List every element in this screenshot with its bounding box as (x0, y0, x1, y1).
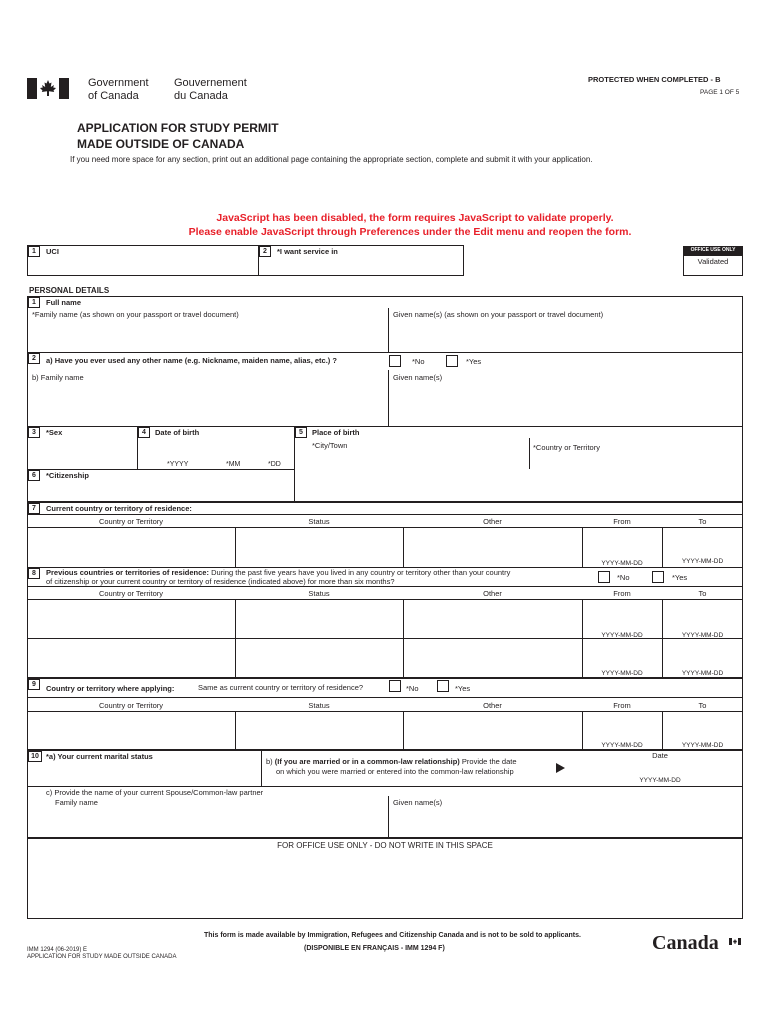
marriage-date-bold: (If you are married or in a common-law relationship) (274, 757, 460, 766)
q7-col-to: To (698, 517, 707, 526)
spouse-given-name-label: Given name(s) (393, 798, 443, 807)
q8-row1-other-input[interactable] (404, 600, 581, 637)
marriage-date-line2: on which you were married or entered into the common-law relationship (276, 767, 514, 776)
given-name-label: Given name(s) (as shown on your passport or travel document) (393, 310, 604, 319)
pd-q2-number: 2 (28, 353, 40, 364)
pd-q3-number: 3 (28, 427, 40, 438)
same-as-no-label: *No (406, 684, 419, 693)
same-as-yes-checkbox[interactable] (437, 680, 449, 692)
other-family-name-label: b) Family name (32, 373, 84, 382)
marriage-date-label: Date (652, 751, 668, 760)
q9-col-from: From (613, 701, 631, 710)
marital-status-label: *a) Your current marital status (46, 752, 153, 761)
dob-day-label: *DD (268, 461, 281, 468)
given-name-input[interactable] (390, 320, 742, 352)
q9-col-to: To (698, 701, 707, 710)
q2-number: 2 (259, 246, 271, 257)
citizenship-select[interactable] (28, 482, 293, 501)
family-name-input[interactable] (28, 320, 388, 352)
page-number: PAGE 1 OF 5 (700, 89, 740, 96)
footer-form-title: APPLICATION FOR STUDY MADE OUTSIDE CANADA (27, 954, 177, 960)
pd-q1-number: 1 (28, 297, 40, 308)
q8-row1-to-format: YYYY-MM-DD (681, 632, 724, 639)
q8-row2-country-input[interactable] (28, 639, 234, 677)
q8-row1-country-input[interactable] (28, 600, 234, 637)
other-name-no-label: *No (412, 357, 425, 366)
q8-col-country: Country or Territory (98, 589, 164, 598)
q8-row2-from-format: YYYY-MM-DD (601, 670, 643, 677)
spouse-family-name-label: Family name (55, 798, 98, 807)
gov-fr-line2: du Canada (174, 90, 228, 102)
dob-label: Date of birth (155, 428, 200, 437)
other-name-no-checkbox[interactable] (389, 355, 401, 367)
pob-label: Place of birth (312, 428, 360, 437)
q8-row2-to-format: YYYY-MM-DD (681, 670, 724, 677)
current-residence-label: Current country or territory of residence: (46, 504, 192, 513)
service-label: *I want service in (277, 247, 338, 256)
marriage-date-rest: Provide the date (459, 757, 517, 766)
form-title-line2: MADE OUTSIDE OF CANADA (77, 137, 245, 151)
q9-col-country: Country or Territory (98, 701, 164, 710)
validated-label: Validated (697, 257, 729, 266)
office-use-label: OFFICE USE ONLY (690, 247, 736, 253)
dob-month-label: *MM (226, 461, 241, 468)
french-version-note: (DISPONIBLE EN FRANÇAIS - IMM 1294 F) (304, 945, 445, 952)
prev-residence-line2: of citizenship or your current country or territory of residence (indicated above) for more than six months? (46, 577, 395, 586)
instruction-text: If you need more space for any section, print out an additional page containing the appropriate section, complete and submit it with your application. (70, 155, 593, 164)
gov-fr-line1: Gouvernement (174, 77, 247, 89)
other-given-name-input[interactable] (390, 384, 742, 426)
spouse-family-name-input[interactable] (28, 808, 388, 837)
marriage-date-format: YYYY-MM-DD (639, 777, 681, 784)
q8-row1-from-format: YYYY-MM-DD (601, 632, 643, 639)
same-as-no-checkbox[interactable] (389, 680, 401, 692)
gov-en-line2: of Canada (88, 90, 139, 102)
prev-residence-question (46, 568, 510, 577)
pob-city-input[interactable] (296, 451, 528, 468)
q7-to-date-input[interactable] (663, 528, 742, 559)
uci-field[interactable] (27, 245, 259, 276)
q9-col-status: Status (308, 701, 330, 710)
not-for-sale-note: This form is made available by Immigration, Refugees and Citizenship Canada and is not to be sold to applicants. (204, 932, 581, 939)
office-use-area (27, 838, 743, 919)
other-given-name-label: Given name(s) (393, 373, 443, 382)
gov-en-line1: Government (88, 77, 149, 89)
personal-details-heading: PERSONAL DETAILS (29, 286, 110, 295)
other-family-name-input[interactable] (28, 384, 388, 426)
dob-year-label: *YYYY (167, 461, 189, 468)
q9-number: 9 (28, 679, 40, 690)
q7-from-format: YYYY-MM-DD (601, 560, 643, 567)
q1-number: 1 (28, 246, 40, 257)
marriage-date-question (266, 757, 517, 766)
applying-country-label: Country or territory where applying: (46, 684, 175, 693)
other-name-question: a) Have you ever used any other name (e.g. Nickname, maiden name, alias, etc.) ? (46, 356, 337, 365)
canada-wordmark: Canada (652, 932, 719, 954)
sex-select[interactable] (28, 440, 136, 468)
spouse-name-instruction: c) Provide the name of your current Spouse/Common-law partner (46, 788, 264, 797)
q8-col-status: Status (308, 589, 330, 598)
form-number: IMM 1294 (06-2019) E (27, 947, 88, 953)
same-as-question: Same as current country or territory of residence? (198, 683, 364, 692)
office-use-notice: FOR OFFICE USE ONLY - DO NOT WRITE IN THIS SPACE (277, 841, 493, 850)
q8-col-to: To (698, 589, 707, 598)
pd-q6-number: 6 (28, 470, 40, 481)
uci-label: UCI (46, 247, 59, 256)
full-name-label: Full name (46, 298, 82, 307)
prev-residence-text: During the past five years have you lived in any country or territory other than your country (211, 568, 511, 577)
canada-flag-logo (27, 78, 69, 99)
pob-country-select[interactable] (531, 453, 741, 468)
pob-country-label: *Country or Territory (533, 443, 600, 452)
q8-col-other: Other (483, 589, 502, 598)
q9-from-format: YYYY-MM-DD (601, 742, 643, 749)
pob-city-label: *City/Town (312, 441, 348, 450)
family-name-label: *Family name (as shown on your passport or travel document) (32, 310, 239, 319)
marriage-date-input[interactable] (588, 762, 738, 774)
q7-status-input[interactable] (236, 528, 402, 567)
pd-q5-number: 5 (295, 427, 307, 438)
prev-residence-no-checkbox[interactable] (598, 571, 610, 583)
q10-number: 10 (28, 751, 42, 762)
q9-to-format: YYYY-MM-DD (681, 742, 724, 749)
js-warning-line1: JavaScript has been disabled, the form requires JavaScript to validate properly. (216, 212, 614, 224)
q9-country-input[interactable] (28, 712, 234, 749)
dob-input[interactable] (138, 440, 294, 458)
q7-country-input[interactable] (28, 528, 234, 567)
wordmark-flag-icon (729, 932, 741, 939)
form-title-line1: APPLICATION FOR STUDY PERMIT (77, 121, 279, 135)
other-name-yes-checkbox[interactable] (446, 355, 458, 367)
citizenship-label: *Citizenship (46, 471, 89, 480)
q8-row2-other-input[interactable] (404, 639, 581, 677)
q9-col-other: Other (483, 701, 502, 710)
q8-col-from: From (613, 589, 631, 598)
q7-col-status: Status (308, 517, 330, 526)
play-arrow-icon (556, 763, 565, 773)
q8-row1-status-input[interactable] (236, 600, 402, 637)
marriage-date-prefix: b) (266, 757, 275, 766)
pd-q4-number: 4 (138, 427, 150, 438)
q7-col-country: Country or Territory (98, 517, 164, 526)
prev-residence-yes-checkbox[interactable] (652, 571, 664, 583)
q8-number: 8 (28, 568, 40, 579)
q9-status-input[interactable] (236, 712, 402, 749)
protected-label: PROTECTED WHEN COMPLETED - B (588, 75, 721, 84)
q7-from-date-input[interactable] (583, 528, 661, 559)
same-as-yes-label: *Yes (455, 684, 471, 693)
prev-residence-yes-label: *Yes (672, 573, 688, 582)
q9-other-input[interactable] (404, 712, 581, 749)
sex-label: *Sex (46, 428, 63, 437)
marital-status-select[interactable] (28, 764, 260, 784)
q7-col-other: Other (483, 517, 502, 526)
js-warning-line2: Please enable JavaScript through Preferences under the Edit menu and reopen the form. (188, 226, 632, 238)
prev-residence-no-label: *No (617, 573, 630, 582)
q7-col-from: From (613, 517, 631, 526)
q7-number: 7 (28, 503, 40, 514)
prev-residence-bold: Previous countries or territories of residence: (46, 568, 209, 577)
other-name-yes-label: *Yes (466, 357, 482, 366)
q7-to-format: YYYY-MM-DD (681, 558, 724, 565)
q8-row2-status-input[interactable] (236, 639, 402, 677)
spouse-given-name-input[interactable] (390, 808, 742, 837)
q7-other-input[interactable] (404, 528, 581, 567)
